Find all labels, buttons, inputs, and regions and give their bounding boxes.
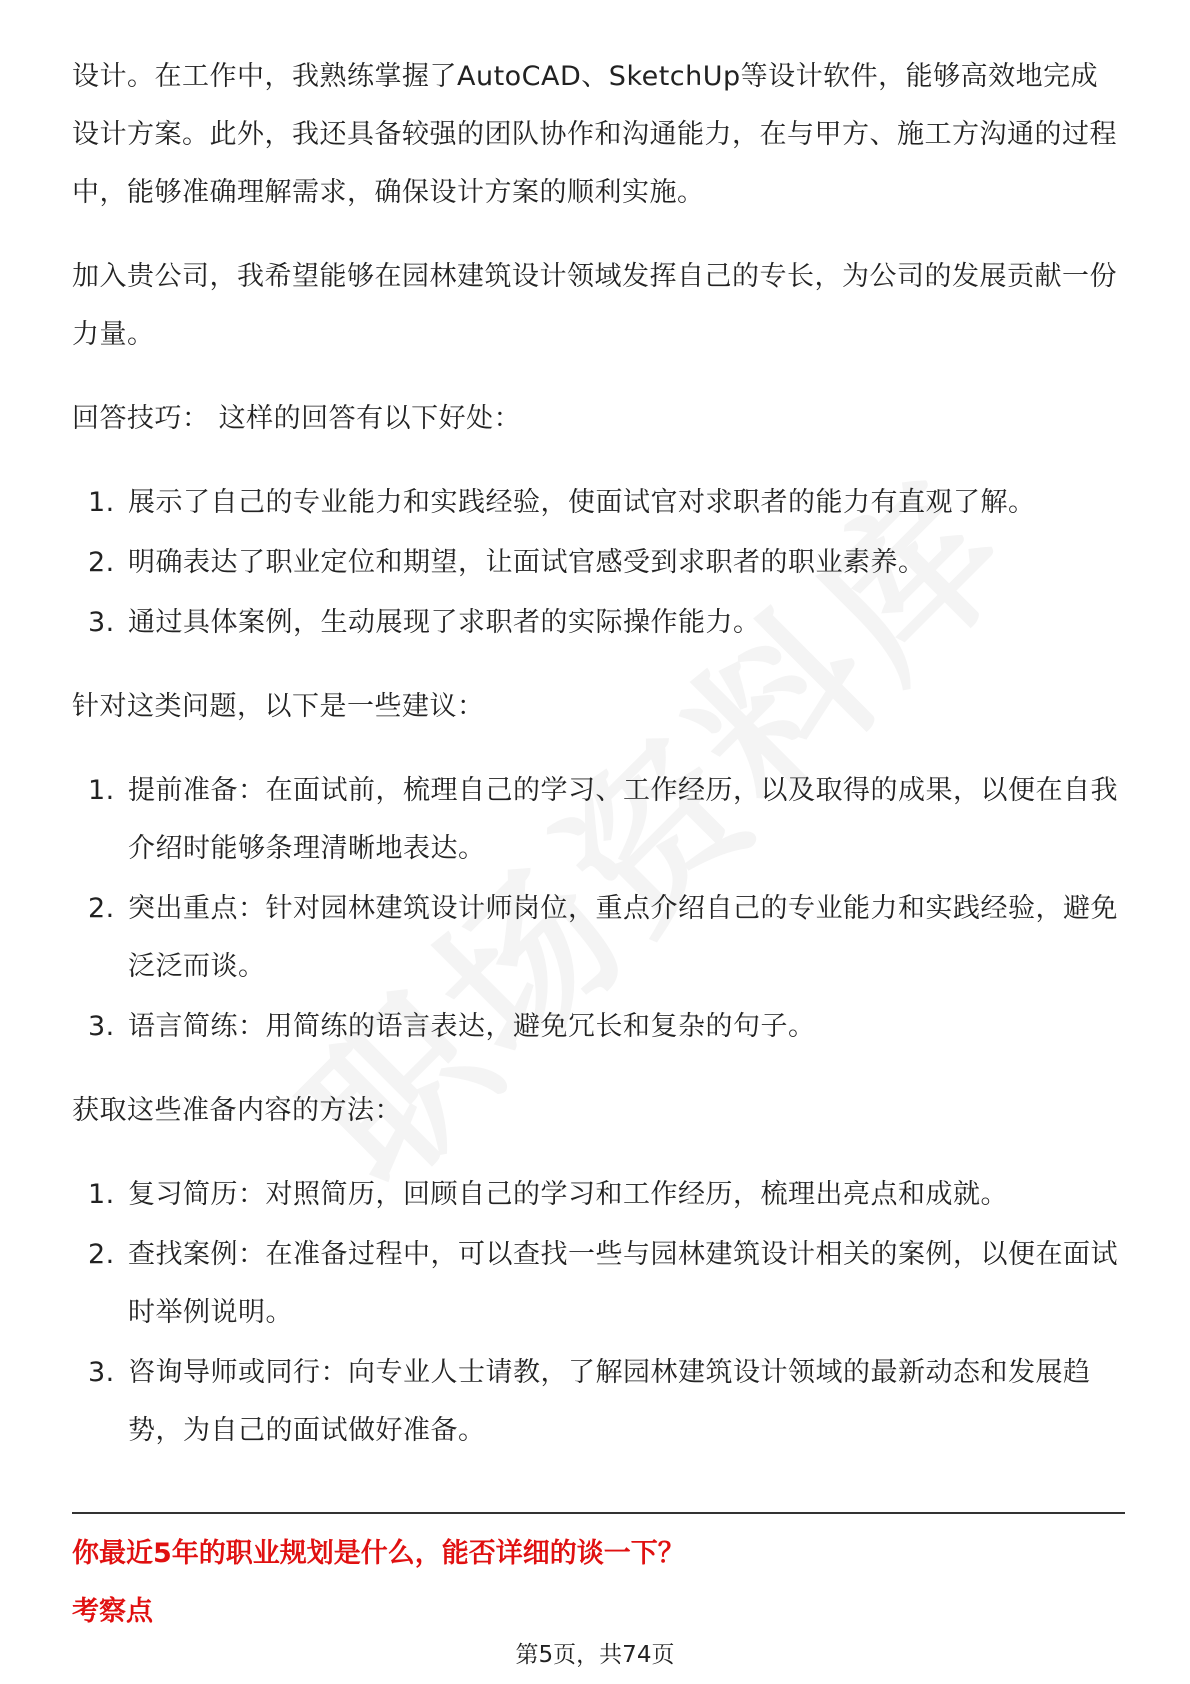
advice-heading: 针对这类问题，以下是一些建议： (72, 691, 485, 722)
advice-list (72, 762, 1122, 1056)
paragraph-experience: 设计。在工作中，我熟练掌握了AutoCAD、SketchUp等设计软件，能够高效地完成设计方案。此外，我还具备较强的团队协作和沟通能力，在与甲方、施工方沟通的过程中，能够准确理解需求，确保设计方案的顺利实施。 (72, 61, 1117, 208)
list-item-text: 咨询导师或同行：向专业人士请教，了解园林建筑设计领域的最新动态和发展趋势，为自己的面试做好准备。 (128, 1357, 1091, 1446)
list-number: 3. (88, 1011, 115, 1042)
list-item (72, 594, 1122, 652)
paragraph-answer-tips: 回答技巧： 这样的回答有以下好处： (72, 403, 522, 434)
section-label-focus: 考察点 (72, 1596, 153, 1627)
section-divider (72, 1512, 1125, 1514)
list-item (72, 1226, 1122, 1342)
methods-heading: 获取这些准备内容的方法： (72, 1095, 402, 1126)
list-item (72, 534, 1122, 592)
methods-list (72, 1166, 1122, 1460)
list-number: 3. (88, 1357, 115, 1388)
page-footer: 第5页，共74页 (515, 1642, 675, 1668)
list-number: 1. (88, 1179, 115, 1210)
list-item (72, 762, 1122, 878)
list-item (72, 1344, 1122, 1460)
list-item-text: 突出重点：针对园林建筑设计师岗位，重点介绍自己的专业能力和实践经验，避免泛泛而谈。 (128, 893, 1118, 982)
list-number: 2. (88, 547, 115, 578)
list-number: 1. (88, 487, 115, 518)
list-item-text: 复习简历：对照简历，回顾自己的学习和工作经历，梳理出亮点和成就。 (128, 1179, 1008, 1210)
paragraph-goal: 加入贵公司，我希望能够在园林建筑设计领域发挥自己的专长，为公司的发展贡献一份力量。 (72, 261, 1117, 350)
document-body (72, 48, 1122, 1486)
next-question-title: 你最近5年的职业规划是什么，能否详细的谈一下？ (72, 1538, 685, 1569)
list-item (72, 998, 1122, 1056)
list-item-text: 提前准备：在面试前，梳理自己的学习、工作经历，以及取得的成果，以便在自我介绍时能够条理清晰地表达。 (128, 775, 1118, 864)
list-item-text: 明确表达了职业定位和期望，让面试官感受到求职者的职业素养。 (128, 547, 926, 578)
list-item (72, 1166, 1122, 1224)
list-number: 2. (88, 1239, 115, 1270)
list-number: 2. (88, 893, 115, 924)
list-item-text: 查找案例：在准备过程中，可以查找一些与园林建筑设计相关的案例，以便在面试时举例说明。 (128, 1239, 1118, 1328)
list-item (72, 880, 1122, 996)
list-item-text: 展示了自己的专业能力和实践经验，使面试官对求职者的能力有直观了解。 (128, 487, 1036, 518)
list-number: 1. (88, 775, 115, 806)
list-item (72, 474, 1122, 532)
benefits-list (72, 474, 1122, 652)
list-item-text: 通过具体案例，生动展现了求职者的实际操作能力。 (128, 607, 761, 638)
list-number: 3. (88, 607, 115, 638)
list-item-text: 语言简练：用简练的语言表达，避免冗长和复杂的句子。 (128, 1011, 816, 1042)
